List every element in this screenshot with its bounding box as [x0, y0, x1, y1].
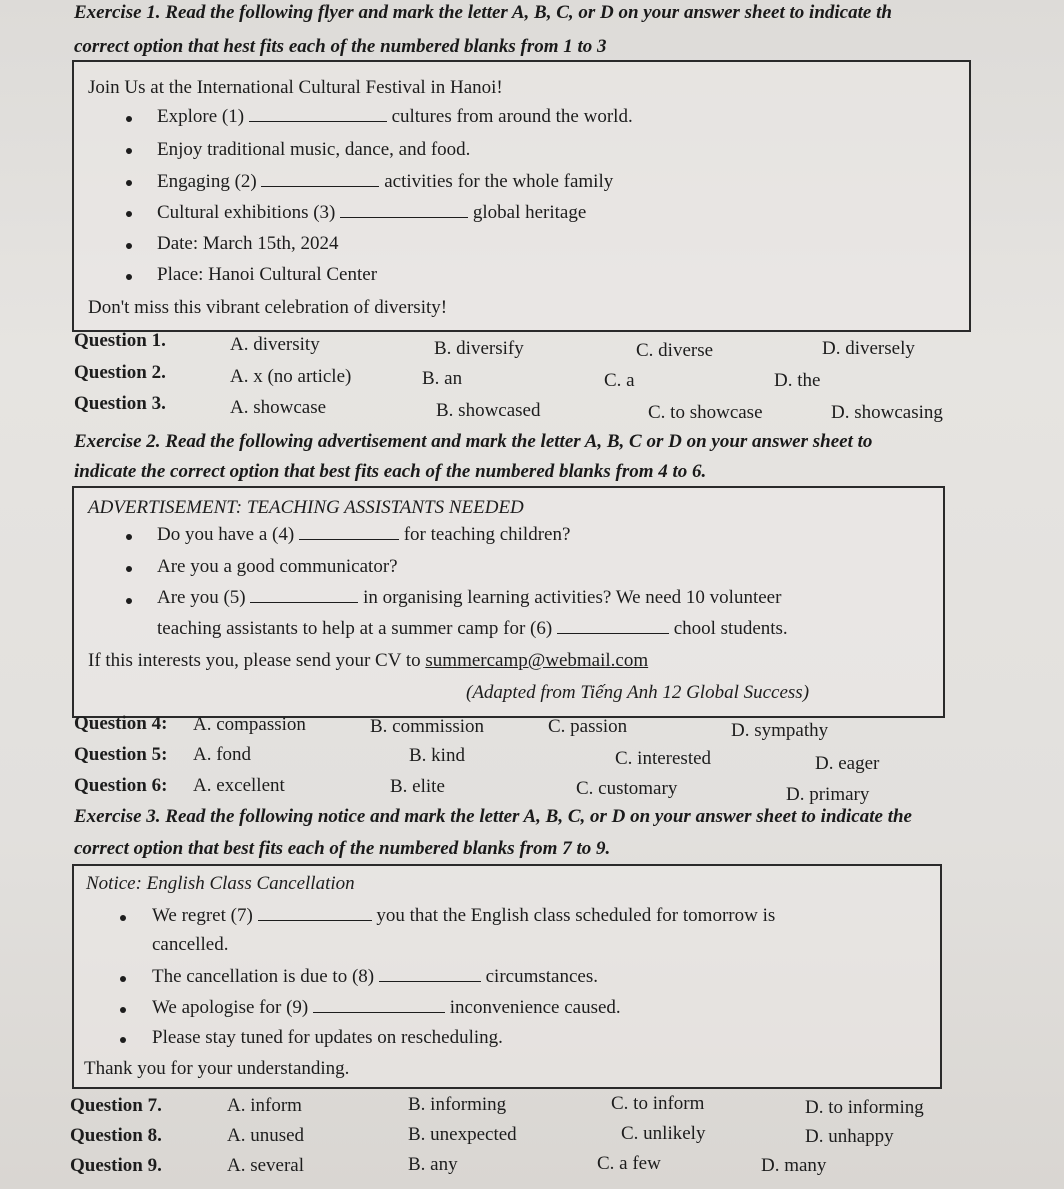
q9-option-a[interactable]: A. several	[227, 1155, 305, 1176]
q2-option-a[interactable]: A. x (no article)	[230, 366, 352, 387]
ex3-item-2-before: The cancellation is due to (8)	[152, 966, 375, 987]
blank-6[interactable]	[557, 618, 669, 634]
question-2-label: Question 2.	[74, 362, 166, 383]
ex2-send-text: If this interests you, please send your CV to	[88, 650, 421, 671]
ex1-flyer-box	[72, 60, 971, 332]
q6-option-c[interactable]: C. customary	[576, 778, 678, 799]
bullet-icon	[126, 534, 132, 540]
ex2-item-1-before: Do you have a (4)	[157, 524, 295, 545]
question-1-label: Question 1.	[74, 330, 166, 351]
bullet-icon	[126, 148, 132, 154]
q6-option-d[interactable]: D. primary	[786, 784, 870, 805]
q2-option-d[interactable]: D. the	[774, 370, 821, 391]
q8-option-c[interactable]: C. unlikely	[621, 1123, 706, 1144]
q2-option-b[interactable]: B. an	[422, 368, 463, 389]
bullet-icon	[126, 598, 132, 604]
bullet-icon	[120, 976, 126, 982]
ex1-item-1-after: cultures from around the world.	[391, 106, 633, 127]
ex2-heading-line1: Exercise 2. Read the following advertisement and mark the letter A, B, C or D on your answer sheet to	[74, 431, 873, 452]
q8-option-b[interactable]: B. unexpected	[408, 1124, 517, 1145]
ex1-heading-line1: Exercise 1. Read the following flyer and mark the letter A, B, C, or D on your answer sheet to indicate th	[74, 2, 892, 23]
blank-5[interactable]	[250, 587, 358, 603]
blank-4[interactable]	[299, 524, 399, 540]
question-5-label: Question 5:	[74, 744, 168, 765]
ex1-item-1	[157, 106, 633, 128]
q8-option-d[interactable]: D. unhappy	[805, 1126, 894, 1147]
ex3-closing: Thank you for your understanding.	[84, 1058, 350, 1079]
ex2-item-1-after: for teaching children?	[403, 524, 571, 545]
q3-option-c[interactable]: C. to showcase	[648, 402, 763, 423]
ex3-item-1-before: We regret (7)	[152, 905, 253, 926]
ex1-item-3-before: Engaging (2)	[157, 171, 257, 192]
q3-option-b[interactable]: B. showcased	[436, 400, 541, 421]
ex2-source: (Adapted from Tiếng Anh 12 Global Success)	[466, 682, 810, 703]
blank-2[interactable]	[261, 171, 379, 187]
q6-option-b[interactable]: B. elite	[390, 776, 445, 797]
ex1-item-1-before: Explore (1)	[157, 106, 245, 127]
q5-option-a[interactable]: A. fond	[193, 744, 252, 765]
question-8-label: Question 8.	[70, 1125, 162, 1146]
q9-option-b[interactable]: B. any	[408, 1154, 458, 1175]
q1-option-a[interactable]: A. diversity	[230, 334, 320, 355]
q4-option-a[interactable]: A. compassion	[193, 714, 306, 735]
q5-option-c[interactable]: C. interested	[615, 748, 712, 769]
ex1-item-3-after: activities for the whole family	[384, 171, 614, 192]
ex3-item-1	[152, 905, 775, 927]
q1-option-c[interactable]: C. diverse	[636, 340, 714, 361]
ex3-item-4: Please stay tuned for updates on rescheduling.	[152, 1027, 503, 1048]
ex1-item-4	[157, 202, 586, 224]
blank-9[interactable]	[313, 997, 445, 1013]
bullet-icon	[120, 1037, 126, 1043]
bullet-icon	[120, 1007, 126, 1013]
ex2-item-3-cont	[157, 618, 788, 640]
ex1-item-3	[157, 171, 613, 193]
q2-option-c[interactable]: C. a	[604, 370, 635, 391]
ex3-item-2-after: circumstances.	[485, 966, 598, 987]
ex3-item-3-after: inconvenience caused.	[449, 997, 621, 1018]
question-6-label: Question 6:	[74, 775, 168, 796]
question-4-label: Question 4:	[74, 713, 168, 734]
ex3-item-1-after: you that the English class scheduled for tomorrow is	[376, 905, 776, 926]
q7-option-a[interactable]: A. inform	[227, 1095, 302, 1116]
ex2-item-2: Are you a good communicator?	[157, 556, 398, 577]
ex1-heading-line2: correct option that hest fits each of the numbered blanks from 1 to 3	[74, 36, 607, 57]
bullet-icon	[126, 116, 132, 122]
q9-option-d[interactable]: D. many	[761, 1155, 827, 1176]
q4-option-d[interactable]: D. sympathy	[731, 720, 829, 741]
ex1-item-6: Place: Hanoi Cultural Center	[157, 264, 378, 285]
ex1-flyer-title: Join Us at the International Cultural Festival in Hanoi!	[88, 77, 503, 98]
blank-7[interactable]	[258, 905, 372, 921]
blank-8[interactable]	[379, 966, 481, 982]
ex2-send-line	[88, 650, 648, 672]
bullet-icon	[126, 243, 132, 249]
ex2-item-3-before: Are you (5)	[157, 587, 246, 608]
ex2-cont-after: chool students.	[673, 618, 788, 639]
bullet-icon	[126, 566, 132, 572]
q4-option-c[interactable]: C. passion	[548, 716, 628, 737]
ex3-item-1-cont: cancelled.	[152, 934, 229, 955]
q8-option-a[interactable]: A. unused	[227, 1125, 305, 1146]
q7-option-b[interactable]: B. informing	[408, 1094, 507, 1115]
q3-option-d[interactable]: D. showcasing	[831, 402, 943, 423]
ex2-item-3-after: in organising learning activities? We need 10 volunteer	[363, 587, 782, 608]
ex1-item-4-before: Cultural exhibitions (3)	[157, 202, 336, 223]
q3-option-a[interactable]: A. showcase	[230, 397, 327, 418]
ex2-heading-line2: indicate the correct option that best fits each of the numbered blanks from 4 to 6.	[74, 461, 707, 482]
ex3-item-3	[152, 997, 621, 1019]
ex1-item-2: Enjoy traditional music, dance, and food.	[157, 139, 471, 160]
q4-option-b[interactable]: B. commission	[370, 716, 485, 737]
ex3-item-2	[152, 966, 598, 988]
blank-1[interactable]	[249, 106, 387, 122]
bullet-icon	[120, 915, 126, 921]
ex2-item-3	[157, 587, 781, 609]
email-link[interactable]: summercamp@webmail.com	[425, 650, 649, 671]
ex1-item-5: Date: March 15th, 2024	[157, 233, 339, 254]
q5-option-d[interactable]: D. eager	[815, 753, 880, 774]
ex3-notice-title: Notice: English Class Cancellation	[86, 873, 355, 894]
q9-option-c[interactable]: C. a few	[597, 1153, 661, 1174]
q7-option-d[interactable]: D. to informing	[805, 1097, 924, 1118]
ex2-advert-title: ADVERTISEMENT: TEACHING ASSISTANTS NEEDED	[88, 497, 524, 518]
question-7-label: Question 7.	[70, 1095, 162, 1116]
ex3-item-3-before: We apologise for (9)	[152, 997, 309, 1018]
question-3-label: Question 3.	[74, 393, 166, 414]
blank-3[interactable]	[340, 202, 468, 218]
ex1-item-4-after: global heritage	[472, 202, 587, 223]
ex1-closing: Don't miss this vibrant celebration of diversity!	[88, 297, 448, 318]
bullet-icon	[126, 274, 132, 280]
q1-option-d[interactable]: D. diversely	[822, 338, 915, 359]
ex3-heading-line1: Exercise 3. Read the following notice and mark the letter A, B, C, or D on your answer sheet to indicate the	[74, 806, 912, 827]
bullet-icon	[126, 211, 132, 217]
ex2-cont-before: teaching assistants to help at a summer camp for (6)	[157, 618, 553, 639]
question-9-label: Question 9.	[70, 1155, 162, 1176]
ex3-heading-line2: correct option that best fits each of the numbered blanks from 7 to 9.	[74, 838, 611, 859]
q6-option-a[interactable]: A. excellent	[193, 775, 285, 796]
bullet-icon	[126, 180, 132, 186]
ex2-item-1	[157, 524, 570, 546]
q5-option-b[interactable]: B. kind	[409, 745, 465, 766]
q1-option-b[interactable]: B. diversify	[434, 338, 524, 359]
q7-option-c[interactable]: C. to inform	[611, 1093, 705, 1114]
